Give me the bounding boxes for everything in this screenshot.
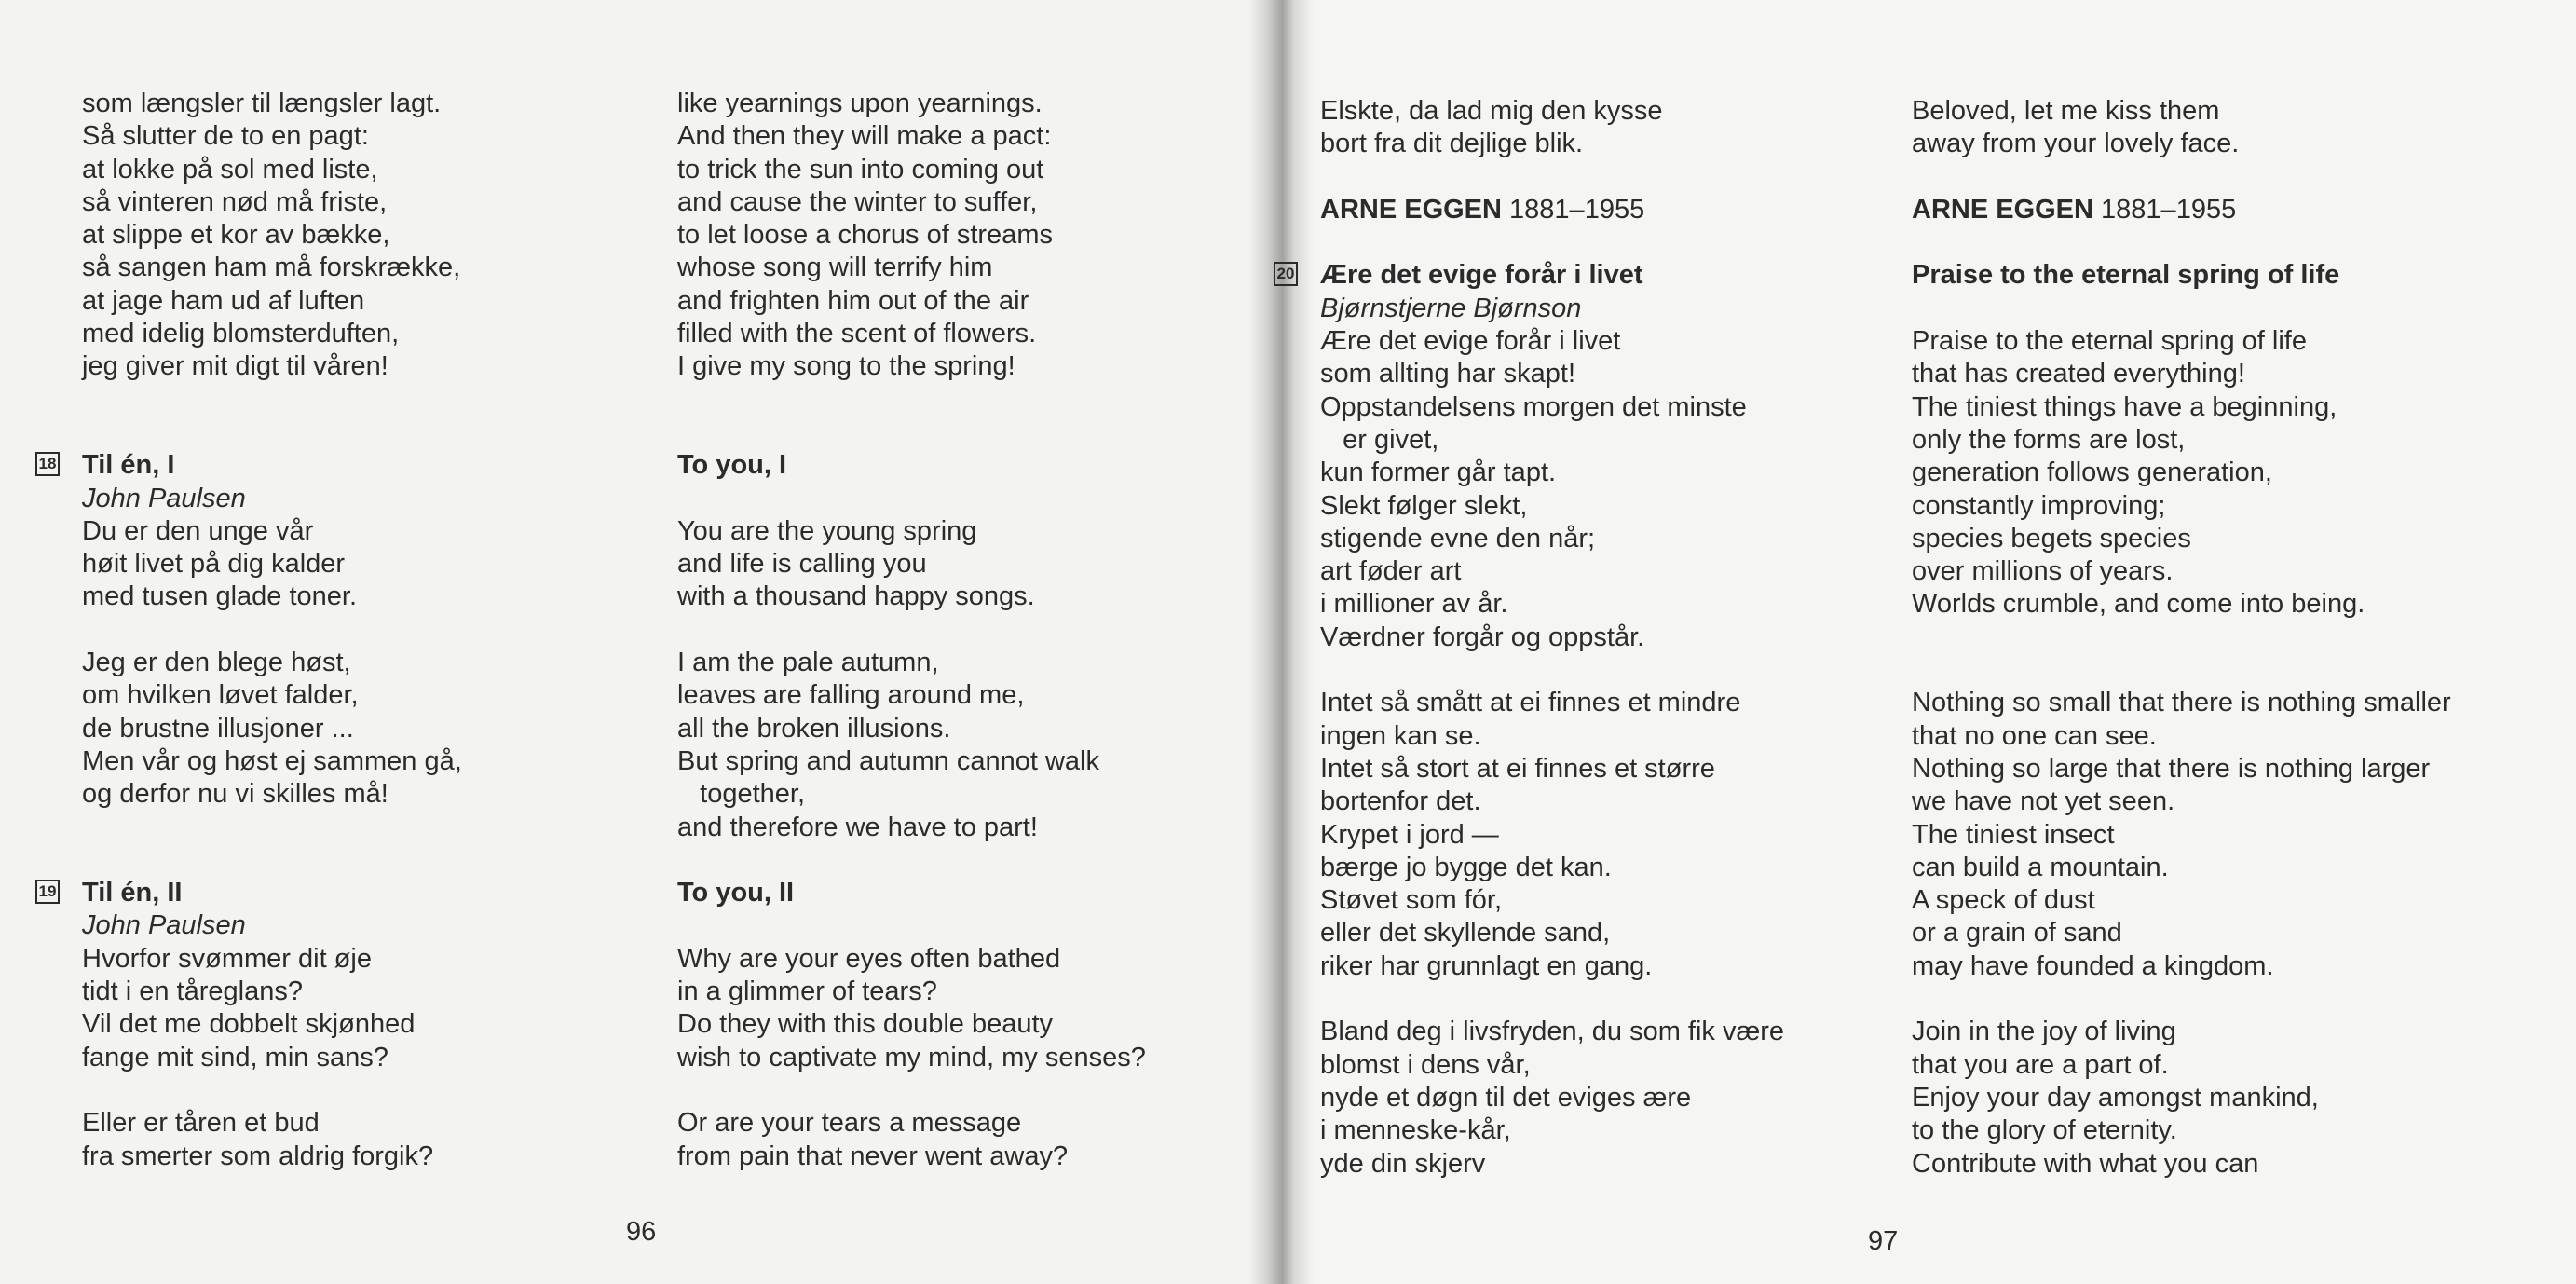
song-title: Ære det evige forår i livet: [1320, 260, 1643, 291]
song-20-heading: [1276, 259, 1898, 292]
verse-line: bærge jo bygge det kan.: [1320, 852, 1612, 882]
verse-line: wish to captivate my mind, my senses?: [677, 1042, 1146, 1072]
verse-line: eller det skyllende sand,: [1320, 918, 1611, 949]
verse-line: Du er den unge vår: [82, 515, 314, 546]
verse-line: filled with the scent of flowers.: [677, 319, 1037, 349]
verse-line: bort fra dit dejlige blik.: [1320, 129, 1584, 159]
song-19-heading: [38, 877, 660, 909]
verse-line: Bland deg i livsfryden, du som fik være: [1320, 1017, 1785, 1047]
verse-line: Intet så smått at ei finnes et mindre: [1320, 688, 1741, 718]
verse-line: så sangen ham må forskrække,: [82, 253, 461, 283]
verse-line: nyde et døgn til det eviges ære: [1320, 1082, 1692, 1113]
verse-line: Ære det evige forår i livet: [1320, 326, 1621, 357]
verse-line: at slippe et kor av bække,: [82, 220, 390, 251]
verse-line: Oppstandelsens morgen det minste: [1320, 391, 1747, 422]
verse-line: Jeg er den blege høst,: [82, 648, 351, 678]
verse-line: together,: [677, 779, 806, 810]
verse-line: Slekt følger slekt,: [1320, 490, 1528, 521]
verse-line: species begets species: [1912, 523, 2191, 553]
verse-line: fra smerter som aldrig forgik?: [82, 1141, 434, 1171]
verse-line: to the glory of eternity.: [1912, 1115, 2177, 1146]
verse-line: Krypet i jord —: [1320, 819, 1499, 850]
song-author: John Paulsen: [82, 483, 246, 513]
left-danish-column: [38, 88, 660, 1173]
verse-line: som allting har skapt!: [1320, 359, 1576, 389]
intro-stanza: [677, 88, 1255, 384]
composer-heading: [1912, 194, 2489, 226]
stanza: [1912, 325, 2489, 622]
verse-line: and cause the winter to suffer,: [677, 186, 1038, 217]
verse-line: i menneske-kår,: [1320, 1115, 1511, 1146]
verse-line: Nothing so large that there is nothing larger: [1912, 753, 2431, 784]
verse-line: Værdner forgår og oppstår.: [1320, 622, 1645, 652]
verse-line: leaves are falling around me,: [677, 680, 1025, 711]
verse-line: and life is calling you: [677, 549, 927, 580]
stanza: [677, 647, 1255, 844]
verse-line: or a grain of sand: [1912, 918, 2122, 949]
verse-line: to let loose a chorus of streams: [677, 220, 1053, 251]
verse-line: that has created everything!: [1912, 359, 2245, 389]
verse-line: er givet,: [1320, 424, 1439, 455]
composer-name: ARNE EGGEN: [1320, 194, 1502, 225]
intro-stanza: [1912, 95, 2489, 161]
track-number-18: 18: [35, 452, 60, 476]
verse-line: Beloved, let me kiss them: [1912, 96, 2220, 126]
verse-line: stigende evne den når;: [1320, 523, 1596, 553]
verse-line: But spring and autumn cannot walk: [677, 745, 1099, 776]
track-number-19: 19: [35, 880, 60, 904]
stanza: [677, 943, 1255, 1074]
verse-line: blomst i dens vår,: [1320, 1049, 1531, 1080]
verse-line: kun former går tapt.: [1320, 458, 1557, 488]
stanza: [1912, 1016, 2489, 1180]
verse-line: at jage ham ud af luften: [82, 285, 365, 316]
stanza: [1320, 1016, 1898, 1180]
stanza: [82, 943, 660, 1074]
verse-line: Do they with this double beauty: [677, 1009, 1054, 1040]
composer-years: 1881–1955: [1509, 194, 1645, 225]
verse-line: like yearnings upon yearnings.: [677, 89, 1043, 118]
verse-line: all the broken illusions.: [677, 713, 951, 744]
song-author: John Paulsen: [82, 910, 246, 941]
verse-line: Or are your tears a message: [677, 1108, 1022, 1139]
verse-line: Støvet som fór,: [1320, 885, 1502, 916]
stanza: [1320, 687, 1898, 983]
verse-line: så vinteren nød må friste,: [82, 186, 388, 217]
verse-line: som længsler til længsler lagt.: [82, 89, 442, 118]
verse-line: may have founded a kingdom.: [1912, 950, 2274, 981]
verse-line: And then they will make a pact:: [677, 121, 1052, 152]
verse-line: and therefore we have to part!: [677, 812, 1038, 842]
stanza: [677, 515, 1255, 614]
verse-line: i millioner av år.: [1320, 589, 1508, 620]
verse-line: tidt i en tåreglans?: [82, 977, 303, 1007]
verse-line: Men vår og høst ej sammen gå,: [82, 745, 462, 776]
stanza: [82, 1107, 660, 1173]
song-title: Til én, II: [82, 878, 183, 908]
track-number-20: 20: [1274, 262, 1298, 286]
composer-heading: [1320, 194, 1898, 226]
verse-line: med tusen glade toner.: [82, 581, 358, 612]
verse-line: Join in the joy of living: [1912, 1017, 2176, 1047]
verse-line: Contribute with what you can: [1912, 1148, 2259, 1179]
verse-line: de brustne illusjoner ...: [82, 713, 354, 744]
verse-line: You are the young spring: [677, 515, 977, 546]
verse-line: høit livet på dig kalder: [82, 549, 346, 580]
verse-line: can build a mountain.: [1912, 852, 2169, 882]
verse-line: yde din skjerv: [1320, 1148, 1486, 1179]
verse-line: Nothing so small that there is nothing smaller: [1912, 688, 2451, 718]
stanza: [677, 1107, 1255, 1173]
verse-line: only the forms are lost,: [1912, 424, 2186, 455]
verse-line: Elskte, da lad mig den kysse: [1320, 96, 1663, 126]
verse-line: that no one can see.: [1912, 720, 2157, 751]
verse-line: Hvorfor svømmer dit øje: [82, 943, 372, 974]
intro-stanza: [1320, 95, 1898, 161]
verse-line: fange mit sind, min sans?: [82, 1042, 388, 1072]
verse-line: whose song will terrify him: [677, 253, 993, 283]
verse-line: riker har grunnlagt en gang.: [1320, 950, 1653, 981]
stanza: [82, 515, 660, 614]
composer-name: ARNE EGGEN: [1912, 194, 2093, 225]
verse-line: om hvilken løvet falder,: [82, 680, 359, 711]
verse-line: to trick the sun into coming out: [677, 154, 1044, 184]
stanza: [1320, 325, 1898, 654]
verse-line: with a thousand happy songs.: [677, 581, 1035, 612]
song-title: Til én, I: [82, 450, 175, 481]
book-gutter: [1248, 0, 1314, 1284]
verse-line: med idelig blomsterduften,: [82, 319, 400, 349]
page-number: 97: [1868, 1226, 1899, 1256]
right-danish-column: [1276, 95, 1898, 1181]
verse-line: Praise to the eternal spring of life: [1912, 326, 2307, 357]
song-18-heading: [38, 449, 660, 482]
verse-line: A speck of dust: [1912, 885, 2095, 916]
verse-line: that you are a part of.: [1912, 1049, 2169, 1080]
verse-line: Worlds crumble, and come into being.: [1912, 589, 2365, 620]
verse-line: Så slutter de to en pagt:: [82, 121, 369, 152]
verse-line: Eller er tåren et bud: [82, 1108, 320, 1139]
song-author: Bjørnstjerne Bjørnson: [1320, 293, 1582, 323]
verse-line: in a glimmer of tears?: [677, 977, 937, 1007]
song-title: To you, II: [677, 878, 795, 908]
verse-line: The tiniest insect: [1912, 819, 2115, 850]
song-title: Praise to the eternal spring of life: [1912, 260, 2340, 291]
verse-line: I give my song to the spring!: [677, 351, 1015, 382]
verse-line: generation follows generation,: [1912, 458, 2272, 488]
verse-line: we have not yet seen.: [1912, 786, 2175, 817]
song-title: To you, I: [677, 450, 787, 481]
left-english-column: [677, 88, 1255, 1173]
verse-line: away from your lovely face.: [1912, 129, 2240, 159]
verse-line: ingen kan se.: [1320, 720, 1481, 751]
verse-line: Why are your eyes often bathed: [677, 943, 1061, 974]
stanza: [82, 647, 660, 811]
verse-line: jeg giver mit digt til våren!: [82, 351, 388, 382]
verse-line: constantly improving;: [1912, 490, 2166, 521]
verse-line: og derfor nu vi skilles må!: [82, 779, 388, 810]
verse-line: art føder art: [1320, 556, 1462, 587]
verse-line: Intet så stort at ei finnes et større: [1320, 753, 1715, 784]
verse-line: Vil det me dobbelt skjønhed: [82, 1009, 416, 1040]
right-english-column: [1912, 95, 2489, 1181]
verse-line: bortenfor det.: [1320, 786, 1481, 817]
verse-line: I am the pale autumn,: [677, 648, 939, 678]
verse-line: and frighten him out of the air: [677, 285, 1029, 316]
verse-line: at lokke på sol med liste,: [82, 154, 378, 184]
verse-line: The tiniest things have a beginning,: [1912, 391, 2337, 422]
verse-line: Enjoy your day amongst mankind,: [1912, 1082, 2319, 1113]
page-number: 96: [626, 1217, 657, 1247]
composer-years: 1881–1955: [2101, 194, 2237, 225]
intro-stanza: [82, 88, 660, 384]
verse-line: from pain that never went away?: [677, 1141, 1069, 1171]
stanza: [1912, 687, 2489, 983]
verse-line: over millions of years.: [1912, 556, 2174, 587]
